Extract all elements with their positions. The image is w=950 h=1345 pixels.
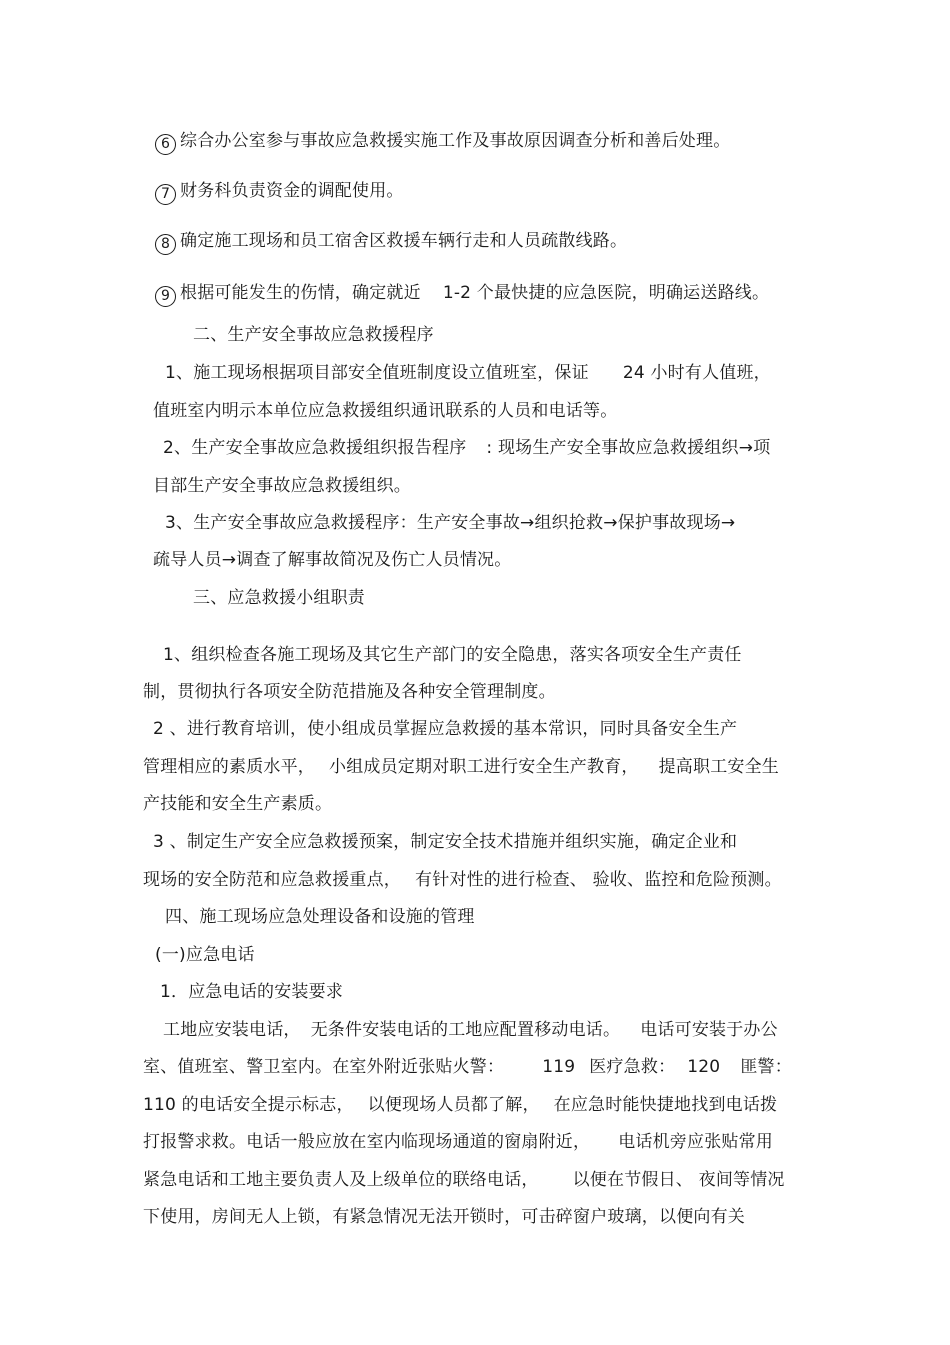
item-8 [155, 229, 627, 255]
item-9 [155, 281, 769, 307]
paragraph-line: 2 、进行教育培训，使小组成员掌握应急救援的基本常识，同时具备安全生产 [153, 719, 738, 739]
paragraph-line: 下使用，房间无人上锁，有紧急情况无法开锁时，可击碎窗户玻璃，以便向有关 [143, 1207, 745, 1227]
paragraph-line: 3、生产安全事故应急救援程序：生产安全事故→组织抢救→保护事故现场→ [165, 513, 736, 533]
paragraph-line: 2、生产安全事故应急救援组织报告程序 : 现场生产安全事故应急救援组织→项 [163, 438, 771, 458]
paragraph-line: 3 、制定生产安全应急救援预案，制定安全技术措施并组织实施，确定企业和 [153, 832, 738, 852]
paragraph-line: 工地应安装电话， 无条件安装电话的工地应配置移动电话。 电话可安装于办公 [163, 1020, 778, 1040]
paragraph-line: 产技能和安全生产素质。 [143, 794, 333, 814]
item-text: 确定施工现场和员工宿舍区救援车辆行走和人员疏散线路。 [180, 231, 628, 251]
paragraph-line: 打报警求救。电话一般应放在室内临现场通道的窗扇附近， 电话机旁应张贴常用 [143, 1132, 774, 1152]
item-7 [155, 179, 404, 205]
subsection-heading: 1．应急电话的安装要求 [160, 982, 344, 1002]
paragraph-line: 目部生产安全事故应急救援组织。 [153, 476, 411, 496]
section-heading: 四、施工现场应急处理设备和设施的管理 [165, 907, 475, 927]
paragraph-line: 现场的安全防范和应急救援重点， 有针对性的进行检查、 验收、监控和危险预测。 [143, 870, 782, 890]
paragraph-line: 值班室内明示本单位应急救援组织通讯联系的人员和电话等。 [153, 401, 618, 421]
paragraph-line: 管理相应的素质水平， 小组成员定期对职工进行安全生产教育， 提高职工安全生 [143, 757, 780, 777]
item-text: 根据可能发生的伤情，确定就近 [180, 283, 421, 303]
circled-number: 6 [155, 134, 176, 155]
section-heading: 三、应急救援小组职责 [193, 588, 365, 608]
item-text: 1-2 个最快捷的应急医院，明确运送路线。 [442, 283, 770, 303]
paragraph-line: 110 的电话安全提示标志， 以便现场人员都了解， 在应急时能快捷地找到电话拨 [143, 1095, 778, 1115]
paragraph-line: 疏导人员→调查了解事故简况及伤亡人员情况。 [153, 550, 512, 570]
paragraph-line: 1、施工现场根据项目部安全值班制度设立值班室，保证 24 小时有人值班， [165, 363, 771, 383]
item-text: 综合办公室参与事故应急救援实施工作及事故原因调查分析和善后处理。 [180, 131, 731, 151]
paragraph-line: 室、值班室、警卫室内。在室外附近张贴火警： 119 医疗急救： 120 匪警： [143, 1057, 792, 1077]
section-heading: 二、生产安全事故应急救援程序 [193, 325, 434, 345]
paragraph-line: 制，贯彻执行各项安全防范措施及各种安全管理制度。 [143, 682, 556, 702]
item-text: 财务科负责资金的调配使用。 [180, 181, 404, 201]
paragraph-line: 1、组织检查各施工现场及其它生产部门的安全隐患，落实各项安全生产责任 [163, 645, 742, 665]
circled-number: 8 [155, 234, 176, 255]
item-6 [155, 129, 730, 155]
circled-number: 7 [155, 184, 176, 205]
circled-number: 9 [155, 286, 176, 307]
paragraph-line: 紧急电话和工地主要负责人及上级单位的联络电话， 以便在节假日、 夜间等情况 [143, 1170, 785, 1190]
subsection-heading: (一)应急电话 [155, 945, 255, 965]
